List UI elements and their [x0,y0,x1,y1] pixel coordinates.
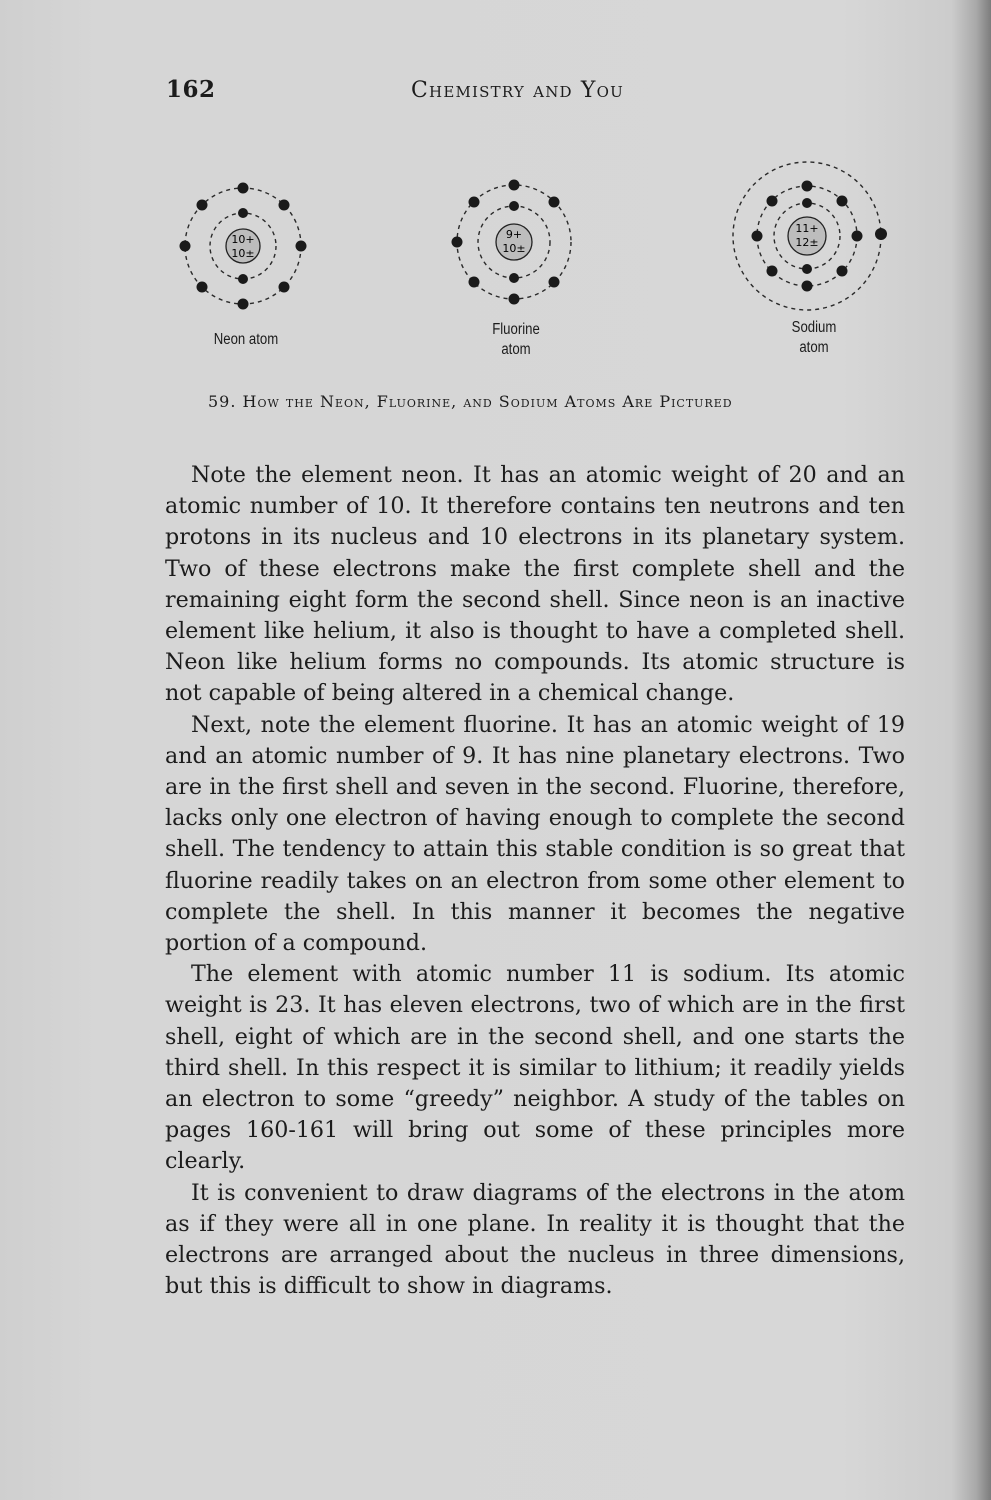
sodium-atom-diagram [733,162,887,310]
neon-label: Neon atom [213,331,279,348]
sodium-label-line1: Sodium [791,319,837,336]
fluorine-neutrons: 10± [502,242,526,255]
neon-protons: 10+ [231,233,255,246]
sodium-label-line2: atom [799,339,829,356]
sodium-label [772,318,857,358]
fluorine-label [474,320,559,360]
neon-atom-diagram [180,183,307,310]
fluorine-protons: 9+ [505,228,523,241]
sodium-protons: 11+ [795,222,819,235]
paragraph-diagrams: It is convenient to draw diagrams of the electrons in the atom as if they were all in one plane. In reality it is thought that the electrons are arranged about the nucleus in three dimensions, but this is difficult to show in diagrams. [165,1179,905,1300]
paragraph-sodium: The element with atomic number 11 is sodium. Its atomic weight is 23. It has eleven electrons, two of which are in the first shell, eight of which are in the second shell, and one starts the third shell. In this respect it is similar to lithium; it readily yields an electron to some “greedy” neighbor. A study of the tables on pages 160-161 will bring out some of these principles more clearly. [165,961,905,1175]
fluorine-atom-diagram [452,180,572,305]
figure-caption: 59. How the Neon, Fluorine, and Sodium Atoms Are Pictured [208,392,733,411]
running-head: Chemistry and You [411,78,624,103]
atom-diagram-figure [0,150,991,380]
page-number: 162 [166,76,216,103]
paragraph-fluorine: Next, note the element fluorine. It has an atomic weight of 19 and an atomic number of 9. It has nine planetary electrons. Two are in the first shell and seven in the second. Fluorine, therefore, lacks only one electron of having enough to complete the second shell. The tendency to attain this stable condition is so great that fluorine readily takes on an electron from some other element to complete the shell. In this manner it becomes the negative portion of a compound. [165,711,905,957]
neon-neutrons: 10± [231,247,255,260]
fluorine-label-line1: Fluorine [492,321,540,338]
fluorine-label-line2: atom [501,341,531,358]
paragraph-neon: Note the element neon. It has an atomic weight of 20 and an atomic number of 10. It therefore contains ten neutrons and ten protons in its nucleus and 10 electrons in its planetary system. Two of these electrons make the first complete shell and the remaining eight form the second shell. Since neon is an inactive element like helium, it also is thought to have a completed shell. Neon like helium forms no compounds. Its atomic structure is not capable of being altered in a chemical change. [165,462,905,707]
sodium-neutrons: 12± [795,236,819,249]
body-text [165,460,905,1302]
